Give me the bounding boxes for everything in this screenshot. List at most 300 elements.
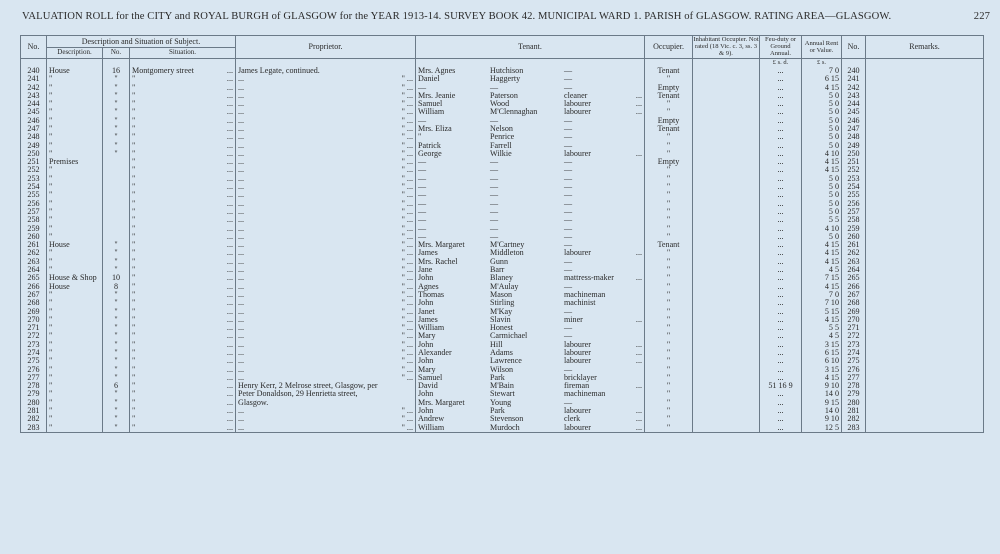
entry-no-right: 256 (842, 200, 866, 208)
tenant-last-name: Murdoch (490, 423, 520, 432)
remarks (866, 125, 984, 133)
tenant (416, 84, 645, 92)
tenant-last-name: Stevenson (490, 415, 524, 424)
entry-no: 268 (21, 299, 47, 307)
description: " (47, 175, 103, 183)
table-row (21, 117, 984, 125)
tenant-last-name: Gunn (490, 257, 508, 266)
description: " (47, 200, 103, 208)
situation (130, 349, 236, 357)
remarks (866, 216, 984, 224)
description: " (47, 191, 103, 199)
description: " (47, 341, 103, 349)
proprietor-text: ... (238, 299, 245, 308)
remarks (866, 415, 984, 423)
situation-text: " (132, 241, 136, 250)
remarks (866, 75, 984, 83)
col-annual-rent: Annual Rent or Value. (802, 36, 842, 59)
tenant-last-name: Hutchison (490, 66, 524, 75)
table-row (21, 399, 984, 407)
feu-duty: ... (760, 233, 802, 241)
situation-leader: ... (226, 415, 233, 424)
proprietor (236, 92, 416, 100)
situation-text: " (132, 108, 136, 117)
description: House (47, 283, 103, 291)
description: " (47, 150, 103, 158)
entry-no: 256 (21, 200, 47, 208)
situation-text: " (132, 307, 136, 316)
inhabitant-occupier (693, 158, 760, 166)
occupier: " (645, 283, 693, 291)
annual-rent: 5 0 (802, 183, 842, 191)
description: Premises (47, 158, 103, 166)
situation-text: " (132, 83, 136, 92)
house-number: " (103, 374, 130, 382)
inhabitant-occupier (693, 142, 760, 150)
inhabitant-occupier (693, 341, 760, 349)
table-row (21, 283, 984, 291)
remarks (866, 208, 984, 216)
entry-no: 263 (21, 258, 47, 266)
tenant-occupation: machineman (564, 390, 606, 399)
situation-text: " (132, 100, 136, 109)
inhabitant-occupier (693, 125, 760, 133)
tenant-occupation: — (564, 266, 573, 275)
situation (130, 291, 236, 299)
description: " (47, 390, 103, 398)
proprietor-leader: " ... (401, 307, 413, 316)
situation (130, 108, 236, 116)
entry-no: 270 (21, 316, 47, 324)
situation-leader: ... (226, 241, 233, 250)
proprietor (236, 390, 416, 398)
entry-no-right: 244 (842, 100, 866, 108)
house-number: " (103, 92, 130, 100)
inhabitant-occupier (693, 283, 760, 291)
house-number (103, 225, 130, 233)
situation-text: " (132, 191, 136, 200)
occupier: " (645, 291, 693, 299)
inhabitant-occupier (693, 291, 760, 299)
description: " (47, 225, 103, 233)
inhabitant-occupier (693, 166, 760, 174)
situation-text: " (132, 249, 136, 258)
occupier: " (645, 108, 693, 116)
occupier: " (645, 75, 693, 83)
valuation-table (20, 35, 984, 433)
tenant-last-name: Middleton (490, 249, 524, 258)
entry-no: 252 (21, 166, 47, 174)
tenant-first-name: Janet (418, 307, 435, 316)
situation-leader: ... (226, 83, 233, 92)
occupier: " (645, 341, 693, 349)
tenant-occupation-leader (622, 332, 642, 340)
occupier: " (645, 407, 693, 415)
annual-rent: 5 15 (802, 308, 842, 316)
remarks (866, 166, 984, 174)
occupier: " (645, 324, 693, 332)
inhabitant-occupier (693, 266, 760, 274)
tenant-first-name: — (418, 199, 427, 208)
tenant-occupation-leader: ... (635, 108, 642, 117)
entry-no: 272 (21, 332, 47, 340)
inhabitant-occupier (693, 233, 760, 241)
description: " (47, 216, 103, 224)
description: " (47, 316, 103, 324)
entry-no-right: 281 (842, 407, 866, 415)
running-head (22, 11, 990, 22)
tenant-occupation-leader: ... (635, 357, 642, 366)
entry-no: 250 (21, 150, 47, 158)
tenant (416, 283, 645, 291)
occupier: Tenant (645, 241, 693, 249)
inhabitant-occupier (693, 324, 760, 332)
situation (130, 341, 236, 349)
entry-no: 251 (21, 158, 47, 166)
description: " (47, 249, 103, 257)
situation-leader: ... (226, 199, 233, 208)
inhabitant-occupier (693, 175, 760, 183)
entry-no-right: 267 (842, 291, 866, 299)
tenant-last-name: Adams (490, 349, 513, 357)
tenant-first-name: Mrs. Margaret (418, 398, 465, 407)
situation (130, 191, 236, 199)
tenant-occupation: labourer (564, 357, 591, 366)
house-number: " (103, 75, 130, 83)
situation (130, 390, 236, 398)
house-number: " (103, 241, 130, 249)
occupier: " (645, 399, 693, 407)
proprietor (236, 100, 416, 108)
situation (130, 266, 236, 274)
entry-no-right: 260 (842, 233, 866, 241)
occupier: " (645, 266, 693, 274)
situation-text: " (132, 315, 136, 324)
tenant-first-name: Agnes (418, 282, 439, 291)
house-number: " (103, 150, 130, 158)
description: " (47, 266, 103, 274)
situation (130, 216, 236, 224)
tenant-first-name: — (418, 207, 427, 216)
entry-no-right: 242 (842, 84, 866, 92)
description: " (47, 92, 103, 100)
tenant-last-name: Nelson (490, 124, 513, 133)
entry-no-right: 274 (842, 349, 866, 357)
tenant-occupation: — (564, 116, 573, 125)
annual-rent: 6 15 (802, 75, 842, 83)
table-row (21, 349, 984, 357)
description: " (47, 183, 103, 191)
entry-no-right: 245 (842, 108, 866, 116)
inhabitant-occupier (693, 357, 760, 365)
tenant (416, 258, 645, 266)
tenant-last-name: Haggerty (490, 75, 521, 84)
tenant-occupation-leader: ... (635, 382, 642, 391)
inhabitant-occupier (693, 150, 760, 158)
entry-no-right: 261 (842, 241, 866, 249)
tenant-first-name: John (418, 407, 434, 416)
table-row (21, 150, 984, 158)
description: " (47, 208, 103, 216)
remarks (866, 183, 984, 191)
entry-no: 257 (21, 208, 47, 216)
proprietor-leader: " ... (401, 407, 413, 416)
entry-no-right: 263 (842, 258, 866, 266)
situation-leader: ... (226, 299, 233, 308)
table-row (21, 191, 984, 199)
tenant-occupation-leader: ... (635, 100, 642, 109)
annual-rent: 5 0 (802, 108, 842, 116)
tenant-occupation-leader: ... (635, 249, 642, 258)
tenant-first-name: Mrs. Agnes (418, 66, 456, 75)
description: " (47, 75, 103, 83)
tenant-occupation: bricklayer (564, 373, 597, 382)
remarks (866, 374, 984, 382)
entry-no-right: 279 (842, 390, 866, 398)
table-row (21, 175, 984, 183)
tenant-occupation-leader (622, 225, 642, 233)
house-number: " (103, 407, 130, 415)
proprietor-leader: " ... (401, 423, 413, 432)
tenant-first-name: John (418, 340, 434, 349)
entry-no: 274 (21, 349, 47, 357)
table-row (21, 125, 984, 133)
entry-no: 242 (21, 84, 47, 92)
situation (130, 424, 236, 433)
tenant-first-name: — (418, 158, 427, 167)
occupier: " (645, 274, 693, 282)
tenant (416, 92, 645, 100)
proprietor-leader: " ... (401, 116, 413, 125)
entry-no: 248 (21, 133, 47, 141)
tenant (416, 424, 645, 433)
description: " (47, 407, 103, 415)
tenant-first-name: — (418, 216, 427, 225)
proprietor-leader: " ... (401, 249, 413, 258)
situation (130, 366, 236, 374)
entry-no: 245 (21, 108, 47, 116)
situation-leader: ... (226, 116, 233, 125)
proprietor-leader: " ... (401, 299, 413, 308)
tenant-occupation: — (564, 232, 573, 241)
inhabitant-occupier (693, 382, 760, 390)
inhabitant-occupier (693, 308, 760, 316)
feu-duty: ... (760, 92, 802, 100)
proprietor-text: ... (238, 75, 245, 84)
entry-no-right: 253 (842, 175, 866, 183)
occupier: Tenant (645, 67, 693, 75)
proprietor (236, 291, 416, 299)
tenant-last-name: — (490, 174, 499, 183)
entry-no: 254 (21, 183, 47, 191)
situation-text: " (132, 158, 136, 167)
feu-duty: ... (760, 407, 802, 415)
feu-duty: ... (760, 67, 802, 75)
remarks (866, 283, 984, 291)
feu-duty: ... (760, 108, 802, 116)
table-row (21, 249, 984, 257)
proprietor-text: ... (238, 124, 245, 133)
proprietor (236, 308, 416, 316)
situation-text: " (132, 282, 136, 291)
situation (130, 274, 236, 282)
annual-rent: 4 15 (802, 158, 842, 166)
proprietor (236, 158, 416, 166)
house-number (103, 233, 130, 241)
entry-no-right: 251 (842, 158, 866, 166)
house-number: 10 (103, 274, 130, 282)
feu-duty: ... (760, 415, 802, 423)
description: " (47, 424, 103, 433)
tenant-first-name: Samuel (418, 373, 443, 382)
house-number (103, 191, 130, 199)
situation-text: " (132, 299, 136, 308)
house-number: 6 (103, 382, 130, 390)
table-row (21, 382, 984, 390)
situation-text: " (132, 116, 136, 125)
annual-rent: 9 15 (802, 399, 842, 407)
tenant (416, 291, 645, 299)
proprietor-leader: " ... (401, 133, 413, 142)
remarks (866, 424, 984, 433)
tenant-last-name: Carmichael (490, 332, 528, 341)
proprietor-leader: " ... (401, 373, 413, 382)
tenant-first-name: Alexander (418, 349, 452, 357)
entry-no-right: 268 (842, 299, 866, 307)
annual-rent: 4 5 (802, 266, 842, 274)
feu-duty: ... (760, 208, 802, 216)
occupier: " (645, 366, 693, 374)
situation-leader: ... (226, 108, 233, 117)
tenant-first-name: — (418, 83, 427, 92)
tenant-occupation: — (564, 365, 573, 374)
table-row (21, 415, 984, 423)
rent-units: £ s. (802, 58, 842, 67)
proprietor (236, 175, 416, 183)
description: " (47, 349, 103, 357)
description: " (47, 291, 103, 299)
annual-rent: 4 15 (802, 249, 842, 257)
situation (130, 75, 236, 83)
proprietor (236, 274, 416, 282)
table-row (21, 225, 984, 233)
description: " (47, 125, 103, 133)
situation (130, 125, 236, 133)
entry-no-right: 254 (842, 183, 866, 191)
annual-rent: 6 10 (802, 357, 842, 365)
tenant (416, 191, 645, 199)
proprietor-leader: " ... (401, 365, 413, 374)
proprietor-text: ... (238, 199, 245, 208)
occupier: " (645, 208, 693, 216)
entry-no-right: 265 (842, 274, 866, 282)
tenant (416, 142, 645, 150)
remarks (866, 399, 984, 407)
tenant-occupation-leader: ... (635, 274, 642, 283)
proprietor-leader: " ... (401, 266, 413, 275)
tenant-occupation: labourer (564, 349, 591, 357)
table-row (21, 332, 984, 340)
annual-rent: 4 15 (802, 84, 842, 92)
tenant-first-name: Mary (418, 332, 436, 341)
situation-leader: ... (226, 266, 233, 275)
tenant-occupation-leader: ... (635, 149, 642, 158)
tenant-occupation-leader: ... (635, 415, 642, 424)
proprietor-text: ... (238, 357, 245, 366)
remarks (866, 150, 984, 158)
tenant-last-name: — (490, 166, 499, 175)
tenant-occupation-leader (622, 258, 642, 266)
annual-rent: 4 5 (802, 332, 842, 340)
tenant-occupation-leader (622, 158, 642, 166)
situation-leader: ... (226, 332, 233, 341)
house-number: " (103, 266, 130, 274)
table-row (21, 316, 984, 324)
proprietor-leader: " ... (401, 75, 413, 84)
tenant-occupation: — (564, 166, 573, 175)
tenant-occupation: — (564, 398, 573, 407)
tenant-occupation: — (564, 199, 573, 208)
table-row (21, 357, 984, 365)
roll-title: VALUATION ROLL for the CITY and ROYAL BURGH of GLASGOW for the YEAR 1913-14. SURVEY BOOK 42. MUNICIPAL WARD 1. PARISH of GLASGOW. RATING AREA—GLASGOW. (22, 11, 892, 22)
table-row (21, 133, 984, 141)
description: " (47, 382, 103, 390)
col-situation: Situation. (130, 47, 236, 58)
tenant-last-name: Wilson (490, 365, 514, 374)
situation-text: " (132, 290, 136, 299)
proprietor (236, 341, 416, 349)
situation-leader: ... (226, 75, 233, 84)
annual-rent: 5 0 (802, 92, 842, 100)
remarks (866, 84, 984, 92)
tenant-last-name: Blaney (490, 274, 513, 283)
table-row (21, 291, 984, 299)
situation-leader: ... (226, 232, 233, 241)
situation (130, 241, 236, 249)
proprietor-text: ... (238, 133, 245, 142)
remarks (866, 100, 984, 108)
entry-no-right: 241 (842, 75, 866, 83)
remarks (866, 67, 984, 75)
table-row (21, 308, 984, 316)
tenant-first-name: Samuel (418, 100, 443, 109)
situation-leader: ... (226, 282, 233, 291)
entry-no: 260 (21, 233, 47, 241)
tenant-occupation-leader (622, 133, 642, 141)
proprietor (236, 424, 416, 433)
tenant-first-name: John (418, 299, 434, 308)
situation-leader: ... (226, 274, 233, 283)
occupier: " (645, 225, 693, 233)
house-number: " (103, 308, 130, 316)
tenant-occupation: — (564, 158, 573, 167)
proprietor-leader: " ... (401, 191, 413, 200)
entry-no-right: 247 (842, 125, 866, 133)
feu-duty: ... (760, 100, 802, 108)
situation-text: " (132, 274, 136, 283)
tenant-occupation: — (564, 174, 573, 183)
proprietor-text: ... (238, 415, 245, 424)
tenant (416, 366, 645, 374)
description: " (47, 233, 103, 241)
feu-duty: ... (760, 200, 802, 208)
annual-rent: 5 0 (802, 100, 842, 108)
tenant-last-name: — (490, 83, 499, 92)
inhabitant-occupier (693, 200, 760, 208)
situation-text: " (132, 257, 136, 266)
remarks (866, 249, 984, 257)
entry-no-right: 252 (842, 166, 866, 174)
